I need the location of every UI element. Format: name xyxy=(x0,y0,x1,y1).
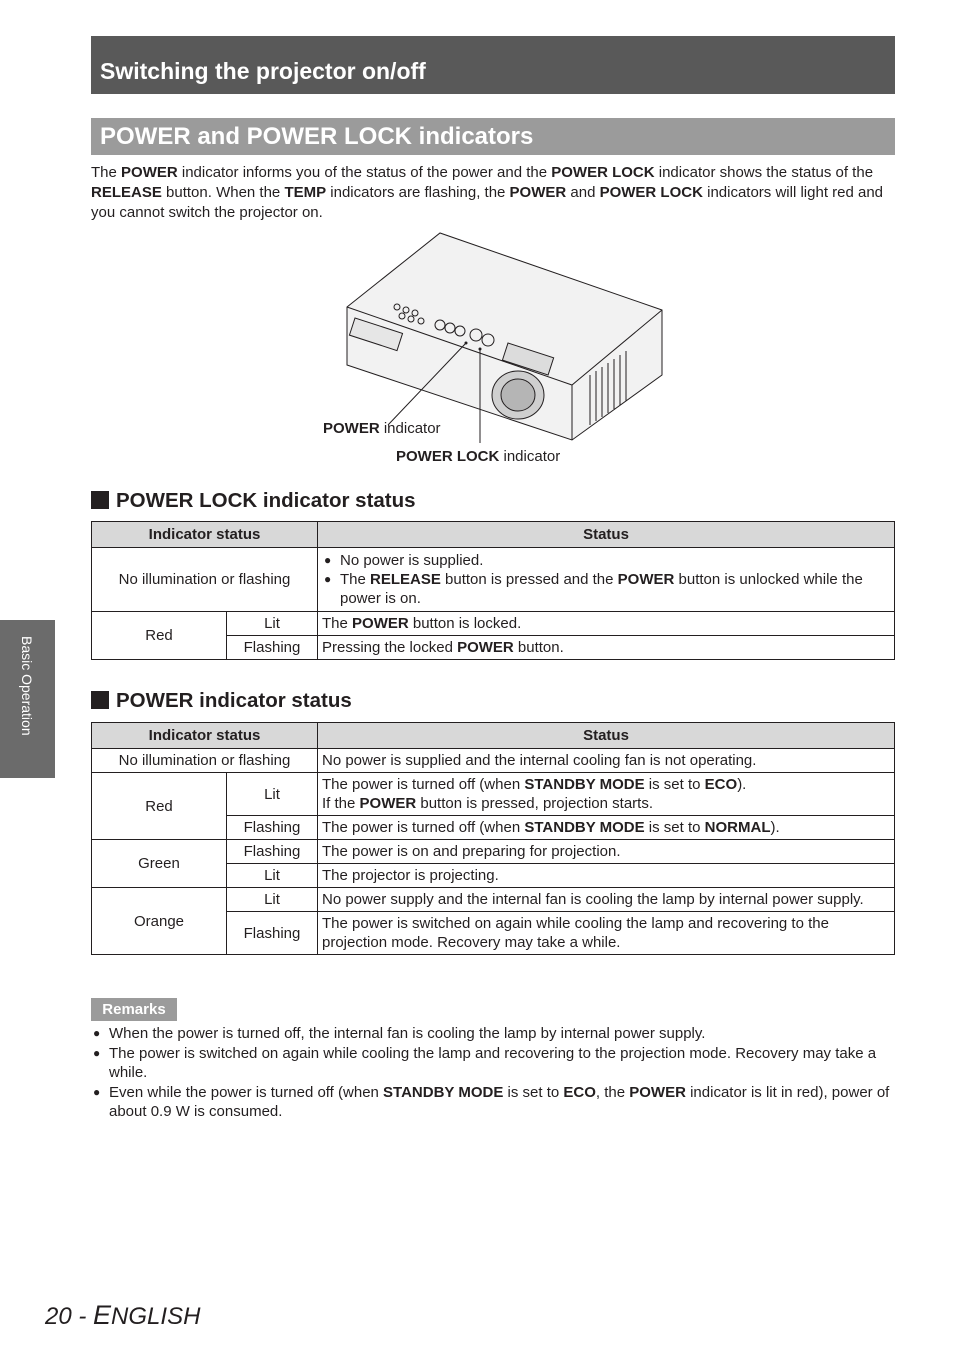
list-item: ● The RELEASE button is pressed and the POWER button is unlocked while the power is on. xyxy=(322,570,890,608)
table-row: No illumination or flashing No power is supplied and the internal cooling fan is not operating. xyxy=(92,749,895,773)
table-row: Red Lit The power is turned off (when STANDBY MODE is set to ECO). If the POWER button is pressed, projection starts. xyxy=(92,773,895,816)
table-header-row: Indicator status Status xyxy=(92,723,895,749)
chapter-title: Switching the projector on/off xyxy=(100,58,426,84)
power-lock-indicator-caption: POWER LOCK indicator xyxy=(396,448,561,465)
power-indicator-caption: POWER indicator xyxy=(323,420,441,437)
remarks-label: Remarks xyxy=(91,998,177,1021)
list-item: ● Even while the power is turned off (when STANDBY MODE is set to ECO, the POWER indicator is lit in red), power of about 0.9 W is consumed. xyxy=(91,1083,895,1122)
power-status-heading: POWER indicator status xyxy=(91,689,352,713)
side-tab-label: Basic Operation xyxy=(19,636,35,736)
table-header-row: Indicator status Status xyxy=(92,522,895,548)
table-row: Orange Lit No power supply and the internal fan is cooling the lamp by internal power supply. xyxy=(92,888,895,912)
table-row: Flashing The power is switched on again while cooling the lamp and recovering to the projection mode. Recovery may take a while. xyxy=(92,912,895,955)
table-row: Green Flashing The power is on and preparing for projection. xyxy=(92,840,895,864)
power-lock-status-heading: POWER LOCK indicator status xyxy=(91,489,416,513)
list-item: ● When the power is turned off, the internal fan is cooling the lamp by internal power supply. xyxy=(91,1024,895,1044)
square-bullet-icon xyxy=(91,491,109,509)
power-status-table xyxy=(91,722,895,955)
remarks-list xyxy=(91,1024,895,1122)
page-number: 20 - ENGLISH xyxy=(45,1300,201,1330)
intro-paragraph: The POWER indicator informs you of the status of the power and the POWER LOCK indicator shows the status of the RELEASE button. When the TEMP indicators are flashing, the POWER and POWER LOCK indicators will light red and you cannot switch the projector on. xyxy=(91,164,884,221)
table-row: Flashing The power is turned off (when STANDBY MODE is set to NORMAL). xyxy=(92,816,895,840)
side-tab xyxy=(0,620,55,778)
power-lock-status-table xyxy=(91,521,895,660)
table-row: Lit The projector is projecting. xyxy=(92,864,895,888)
table-row: Flashing Pressing the locked POWER button. xyxy=(92,636,895,660)
table-row: No illumination or flashing ● No power is supplied. ● The RELEASE button is pressed and the POWER button is unlocked while the power is on. xyxy=(92,548,895,612)
section-header xyxy=(91,118,895,155)
section-title: POWER and POWER LOCK indicators xyxy=(100,123,534,150)
table-row: Red Lit The POWER button is locked. xyxy=(92,612,895,636)
list-item: ● No power is supplied. xyxy=(322,551,890,570)
square-bullet-icon xyxy=(91,691,109,709)
list-item: ● The power is switched on again while cooling the lamp and recovering to the projection mode. Recovery may take a while. xyxy=(91,1044,895,1083)
chapter-header xyxy=(91,36,895,94)
